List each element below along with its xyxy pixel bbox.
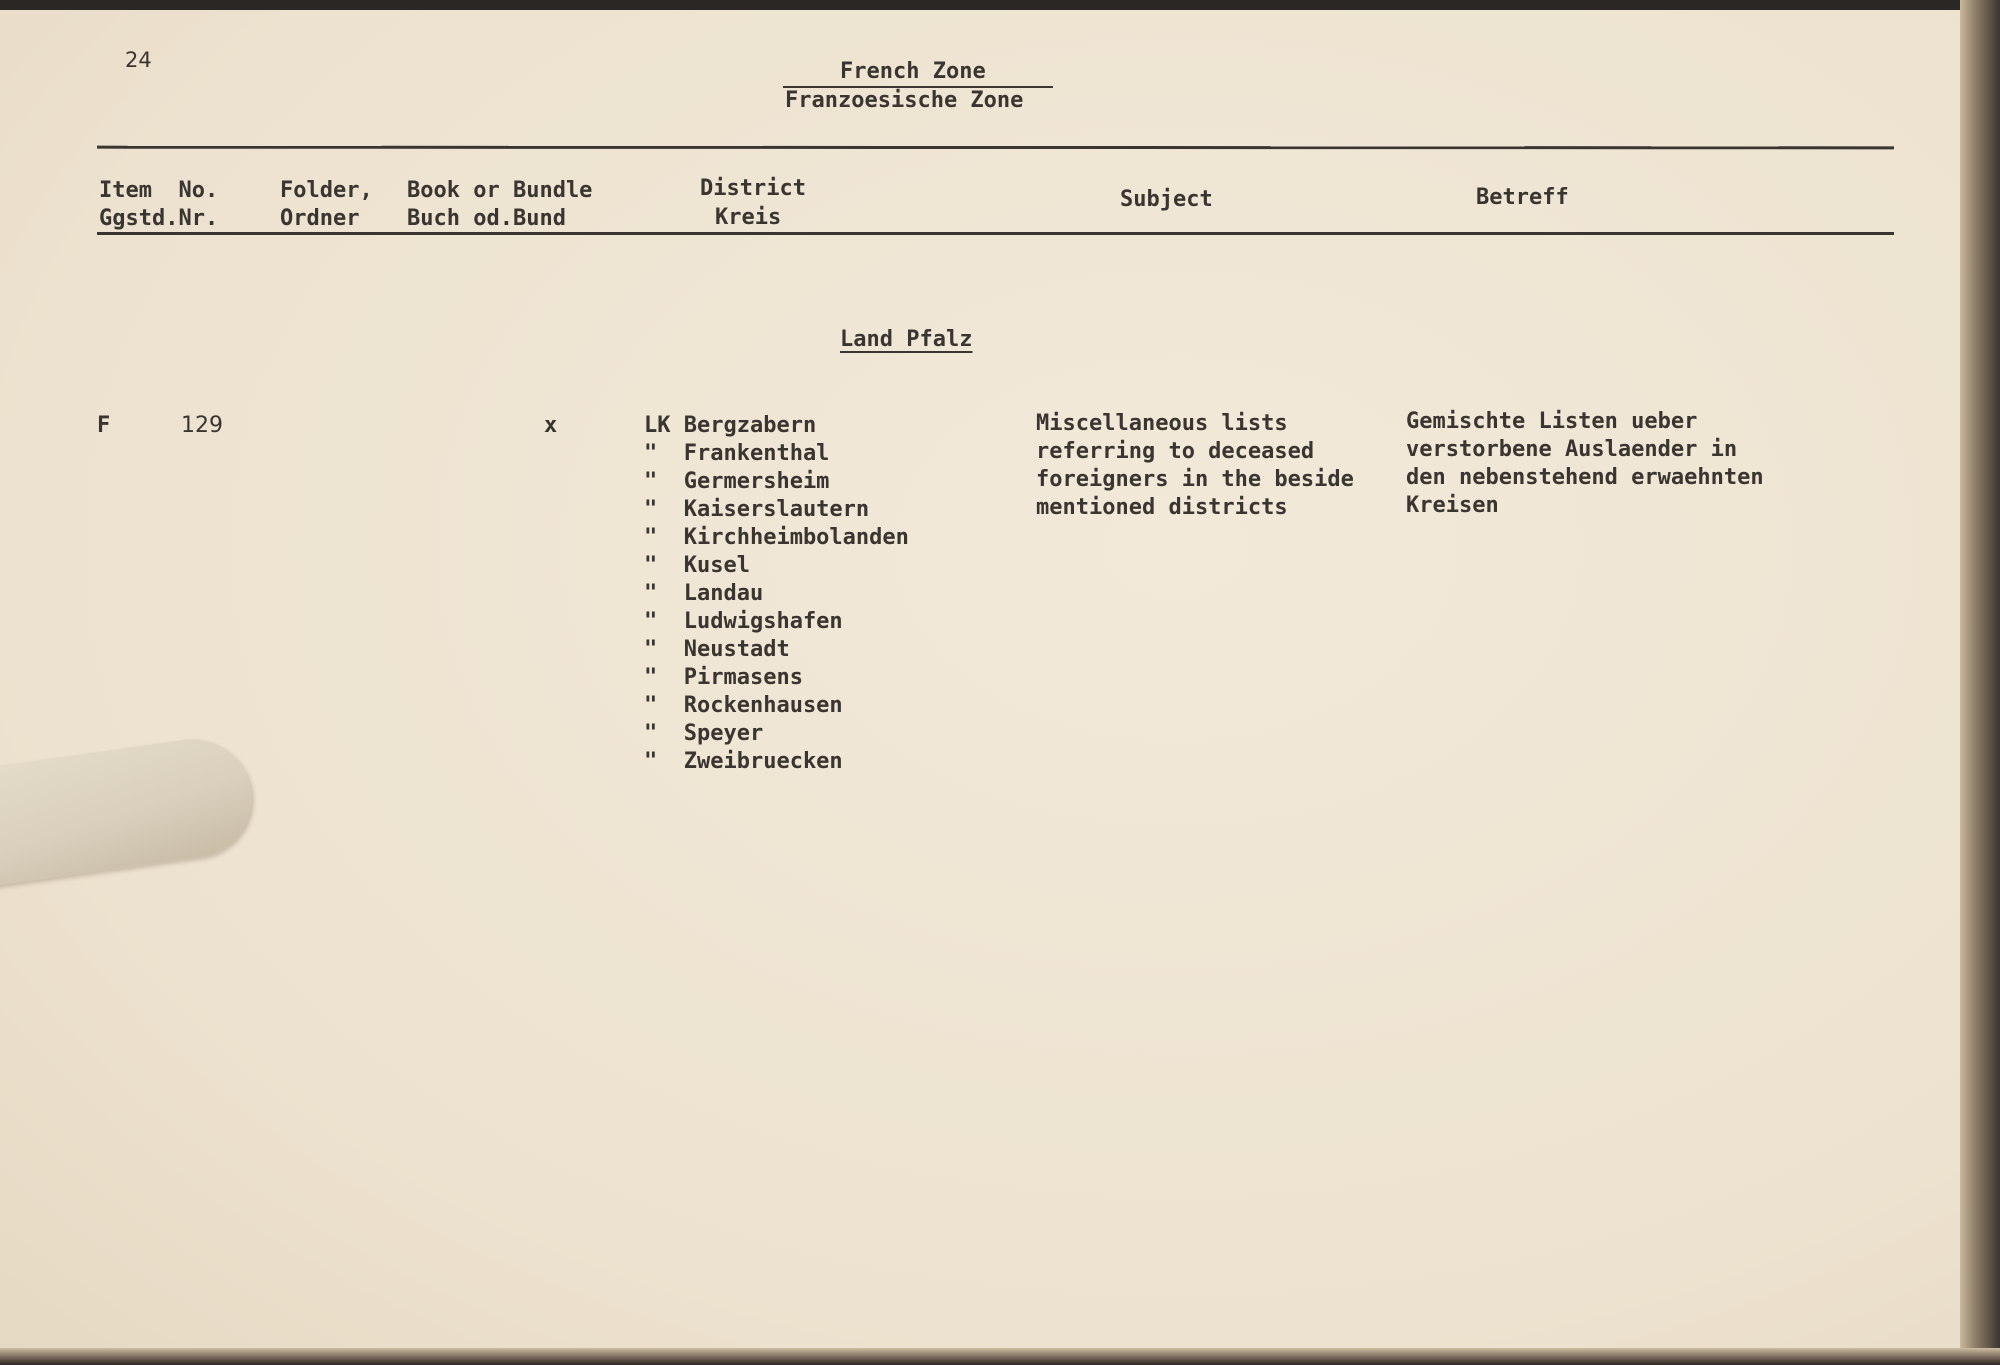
header-book-de: Buch od.Bund	[407, 206, 566, 231]
betreff-line: Gemischte Listen ueber	[1406, 409, 1698, 434]
header-rule-top	[97, 146, 1894, 150]
header-betreff: Betreff	[1476, 185, 1569, 210]
item-letter: F	[97, 413, 111, 438]
betreff-line: Kreisen	[1406, 493, 1499, 518]
header-district: District	[700, 176, 806, 201]
district-item: " Germersheim	[644, 469, 830, 494]
section-title: Land Pfalz	[840, 327, 973, 352]
district-item: " Neustadt	[644, 637, 790, 662]
header-subject: Subject	[1120, 187, 1213, 212]
header-item-no: Item No.	[99, 178, 219, 203]
header-district-de: Kreis	[715, 205, 782, 230]
district-item: " Zweibruecken	[644, 749, 843, 774]
bundle-mark: x	[544, 413, 558, 438]
district-item: " Pirmasens	[644, 665, 803, 690]
zone-title-english: French Zone	[840, 59, 986, 84]
subject-line: referring to deceased	[1036, 439, 1315, 464]
paper-clip-mark	[0, 732, 259, 887]
district-item: " Kirchheimbolanden	[644, 525, 909, 550]
betreff-line: verstorbene Auslaender in	[1406, 437, 1738, 462]
item-number: 129	[181, 413, 223, 438]
binding-edge	[1960, 0, 2000, 1365]
betreff-line: den nebenstehend erwaehnten	[1406, 465, 1764, 490]
document-page	[0, 10, 1960, 1355]
district-item: LK Bergzabern	[644, 413, 817, 438]
district-item: " Rockenhausen	[644, 693, 843, 718]
district-item: " Kaiserslautern	[644, 497, 870, 522]
district-item: " Landau	[644, 581, 764, 606]
subject-line: Miscellaneous lists	[1036, 411, 1288, 436]
header-folder: Folder,	[280, 178, 373, 203]
subject-line: mentioned districts	[1036, 495, 1288, 520]
district-item: " Kusel	[644, 553, 750, 578]
header-rule-bottom	[97, 232, 1894, 235]
header-book: Book or Bundle	[407, 178, 593, 203]
subject-line: foreigners in the beside	[1036, 467, 1354, 492]
header-item-no-de: Ggstd.Nr.	[99, 206, 219, 231]
zone-title-german: Franzoesische Zone	[785, 88, 1024, 113]
page-bottom-edge	[0, 1348, 2000, 1365]
district-item: " Speyer	[644, 721, 764, 746]
district-item: " Frankenthal	[644, 441, 830, 466]
page-number: 24	[125, 48, 152, 72]
header-folder-de: Ordner	[280, 206, 360, 231]
district-item: " Ludwigshafen	[644, 609, 843, 634]
